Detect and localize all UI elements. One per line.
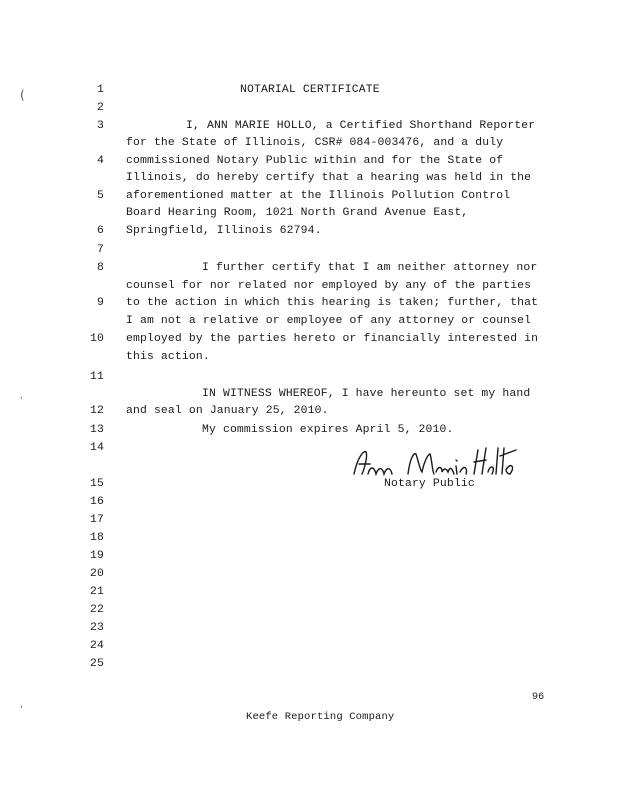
line-number: 21 — [90, 586, 104, 598]
body-line: for the State of Illinois, CSR# 084-003476, and a duly — [126, 137, 504, 149]
body-line: counsel for nor related nor employed by any of the parties — [126, 280, 532, 292]
line-number: 3 — [97, 120, 104, 132]
line-number: 13 — [90, 424, 104, 436]
line-number: 9 — [97, 297, 104, 309]
body-line: commissioned Notary Public within and for the State of — [126, 155, 504, 167]
line-number: 18 — [90, 532, 104, 544]
line-number: 24 — [90, 640, 104, 652]
line-number: 12 — [90, 405, 104, 417]
body-line: My commission expires April 5, 2010. — [202, 424, 454, 436]
body-line: Board Hearing Room, 1021 North Grand Avenue East, — [126, 207, 469, 219]
body-line: this action. — [126, 351, 210, 363]
margin-mark: ( — [20, 88, 25, 102]
body-line: aforementioned matter at the Illinois Pollution Control — [126, 190, 511, 202]
signature-title: Notary Public — [384, 478, 475, 490]
margin-mark: , — [20, 700, 23, 710]
body-line: and seal on January 25, 2010. — [126, 405, 329, 417]
body-line: to the action in which this hearing is taken; further, that — [126, 297, 539, 309]
line-number: 19 — [90, 550, 104, 562]
line-number: 22 — [90, 604, 104, 616]
line-number: 14 — [90, 442, 104, 454]
body-line: Springfield, Illinois 62794. — [126, 225, 322, 237]
line-number: 7 — [97, 244, 104, 256]
margin-mark: ' — [20, 396, 23, 406]
line-number: 25 — [90, 658, 104, 670]
line-number: 23 — [90, 622, 104, 634]
line-number: 16 — [90, 496, 104, 508]
line-number: 2 — [97, 102, 104, 114]
body-line: I am not a relative or employee of any attorney or counsel — [126, 315, 532, 327]
line-number: 17 — [90, 514, 104, 526]
footer-company: Keefe Reporting Company — [246, 711, 395, 723]
line-number: 6 — [97, 225, 104, 237]
body-line: I further certify that I am neither attorney nor — [202, 262, 538, 274]
body-line: Illinois, do hereby certify that a hearing was held in the — [126, 172, 532, 184]
body-line: IN WITNESS WHEREOF, I have hereunto set my hand — [202, 388, 531, 400]
line-number: 20 — [90, 568, 104, 580]
line-number: 10 — [90, 333, 104, 345]
line-number: 15 — [90, 478, 104, 490]
body-line: employed by the parties hereto or financially interested in — [126, 333, 539, 345]
body-line: I, ANN MARIE HOLLO, a Certified Shorthand Reporter — [186, 120, 536, 132]
line-number: 8 — [97, 262, 104, 274]
line-number: 11 — [90, 371, 104, 383]
line-number: 5 — [97, 190, 104, 202]
page-title: NOTARIAL CERTIFICATE — [240, 84, 380, 96]
line-number: 1 — [97, 84, 104, 96]
line-number: 4 — [97, 155, 104, 167]
page-number: 96 — [532, 692, 545, 703]
